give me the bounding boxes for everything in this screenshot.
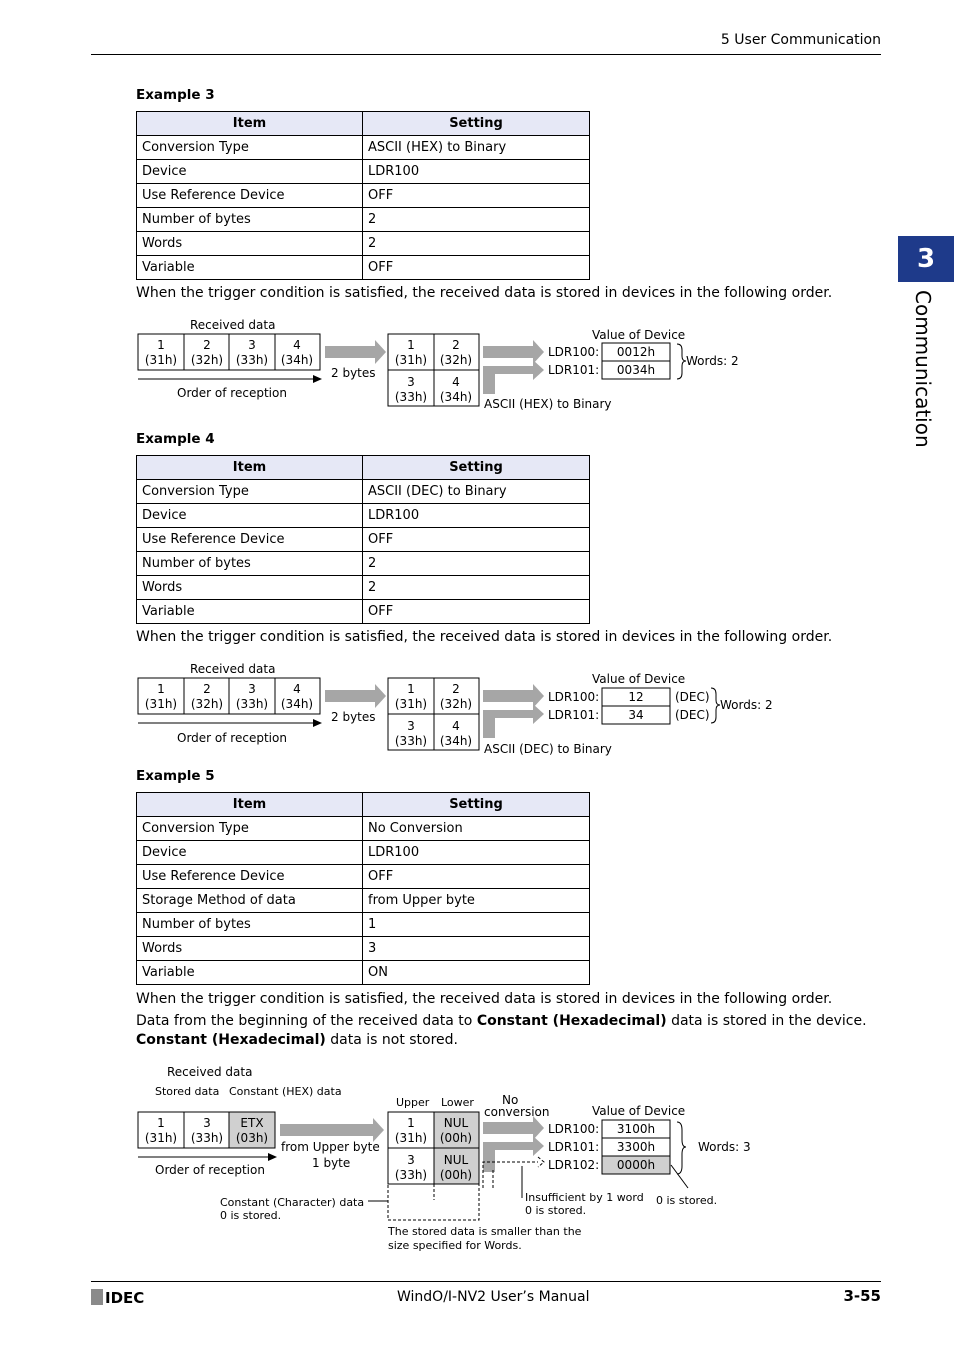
cell-value: 3 — [203, 1116, 211, 1130]
cell-setting: ON — [363, 961, 590, 985]
cell-hex: (33h) — [235, 697, 269, 711]
store-arrow-1 — [483, 684, 544, 708]
cell-value: 4 — [452, 375, 460, 389]
cell-hex: (31h) — [394, 353, 428, 367]
no-conversion-label-2: conversion — [484, 1105, 550, 1119]
method-label-2: 1 byte — [312, 1156, 351, 1170]
header-item: Item — [137, 456, 363, 480]
header-rule — [91, 54, 881, 55]
example-4-title: Example 4 — [136, 431, 215, 447]
cell-value: 4 — [293, 682, 301, 696]
cell-setting: ASCII (HEX) to Binary — [363, 136, 590, 160]
logo-mark-icon — [91, 1289, 103, 1305]
cell-setting: from Upper byte — [363, 889, 590, 913]
cell-value: 4 — [293, 338, 301, 352]
chapter-title-vertical — [905, 290, 945, 448]
cell-setting: 2 — [363, 552, 590, 576]
device-suffix: (DEC) — [675, 708, 710, 722]
running-header: 5 User Communication — [720, 32, 881, 48]
cell-hex: (33h) — [235, 353, 269, 367]
received-cells — [138, 334, 320, 370]
device-value: 12 — [628, 690, 644, 704]
cell-setting: 3 — [363, 937, 590, 961]
lower-label: Lower — [441, 1096, 474, 1109]
store-arrow-1 — [483, 1116, 544, 1140]
store-arrow-2 — [483, 704, 544, 738]
const-char-label: Constant (Character) data — [220, 1196, 365, 1209]
cell-hex: (33h) — [190, 1131, 224, 1145]
cell-hex: (32h) — [439, 697, 473, 711]
note-bold: Constant (Hexadecimal) — [476, 1013, 667, 1029]
device-value: 0012h — [616, 345, 656, 359]
example-3-description: When the trigger condition is satisfied, the received data is stored in devices in the following order. — [136, 285, 833, 301]
cell-value: 1 — [407, 682, 415, 696]
store-arrow-2 — [483, 360, 544, 394]
table-row — [137, 600, 590, 624]
cell-value: 2 — [452, 338, 460, 352]
value-of-device-label: Value of Device — [592, 1104, 686, 1118]
table-row — [137, 817, 590, 841]
manual-title: WindO/I-NV2 User’s Manual — [397, 1289, 590, 1305]
cell-item: Use Reference Device — [137, 528, 363, 552]
cell-hex: (34h) — [280, 353, 314, 367]
table-row — [137, 841, 590, 865]
cell-value: 4 — [452, 719, 460, 733]
cell-setting: LDR100 — [363, 504, 590, 528]
cell-value: 3 — [407, 719, 415, 733]
table-row — [137, 256, 590, 280]
cell-value: 3 — [407, 1153, 415, 1167]
table-row — [137, 480, 590, 504]
cell-item: Device — [137, 160, 363, 184]
table-row — [137, 528, 590, 552]
example-5-note — [136, 1012, 881, 1050]
cell-hex: (34h) — [439, 734, 473, 748]
device-name: LDR101: — [548, 708, 600, 722]
example-5-title: Example 5 — [136, 768, 215, 784]
received-data-label: Received data — [190, 318, 276, 332]
order-arrow-head — [313, 375, 322, 383]
cell-value: 2 — [203, 682, 211, 696]
cell-item: Number of bytes — [137, 913, 363, 937]
received-data-label: Received data — [190, 662, 276, 676]
order-arrow-head — [268, 1153, 277, 1161]
conversion-label: ASCII (HEX) to Binary — [484, 397, 612, 411]
example-4-settings-table — [136, 455, 590, 624]
cell-hex: (31h) — [144, 1131, 178, 1145]
cell-value: 3 — [248, 338, 256, 352]
table-row — [137, 208, 590, 232]
table-row — [137, 576, 590, 600]
insufficient-label-2: 0 is stored. — [525, 1204, 587, 1217]
device-value: 3300h — [616, 1140, 656, 1154]
order-label: Order of reception — [155, 1163, 265, 1177]
chapter-tab: 3 — [898, 236, 954, 282]
bytes-label: 2 bytes — [331, 710, 376, 724]
example-4-description: When the trigger condition is satisfied, the received data is stored in devices in the following order. — [136, 629, 833, 645]
bytes-label: 2 bytes — [331, 366, 376, 380]
grouped-cells — [388, 1112, 479, 1184]
words-label: Words: 3 — [698, 1140, 751, 1154]
device-name: LDR100: — [548, 1122, 600, 1136]
cell-hex: (31h) — [144, 353, 178, 367]
cell-setting: 2 — [363, 576, 590, 600]
cell-setting: OFF — [363, 256, 590, 280]
method-arrow — [280, 1118, 384, 1142]
note-bold: Constant (Hexadecimal) — [136, 1032, 326, 1048]
cell-value: 1 — [157, 682, 165, 696]
device-value: 0034h — [616, 363, 656, 377]
table-header-row — [137, 793, 590, 817]
upper-label: Upper — [396, 1096, 430, 1109]
cell-hex: (32h) — [439, 353, 473, 367]
received-cells — [138, 678, 320, 714]
cell-value: 1 — [157, 1116, 165, 1130]
cell-value: 2 — [452, 682, 460, 696]
device-value: 34 — [628, 708, 644, 722]
device-name: LDR101: — [548, 363, 600, 377]
words-brace — [711, 688, 720, 723]
grouped-cells — [388, 678, 479, 750]
note-text: data is not stored. — [325, 1032, 459, 1048]
cell-setting: 1 — [363, 913, 590, 937]
cell-setting: LDR100 — [363, 841, 590, 865]
cell-value: 2 — [203, 338, 211, 352]
cell-item: Words — [137, 576, 363, 600]
table-header-row — [137, 456, 590, 480]
table-row — [137, 889, 590, 913]
example-5-diagram — [130, 1058, 770, 1258]
cell-hex: (33h) — [394, 734, 428, 748]
cell-setting: OFF — [363, 600, 590, 624]
store-arrow-3-dashed — [483, 1157, 544, 1188]
device-name: LDR100: — [548, 345, 600, 359]
footer-rule — [91, 1281, 881, 1282]
cell-item: Number of bytes — [137, 552, 363, 576]
bytes-arrow — [325, 340, 386, 364]
cell-item: Number of bytes — [137, 208, 363, 232]
cell-value: NUL — [443, 1116, 469, 1130]
table-row — [137, 232, 590, 256]
stored-data-label: Stored data — [155, 1085, 220, 1098]
words-label: Words: 2 — [720, 698, 773, 712]
cell-hex: (34h) — [439, 390, 473, 404]
zero-stored-label: 0 is stored. — [656, 1194, 718, 1207]
example-4-diagram — [130, 656, 780, 764]
value-of-device-label: Value of Device — [592, 672, 686, 686]
grouped-cells — [388, 334, 479, 406]
cell-value: 1 — [407, 338, 415, 352]
page-number: 3-55 — [843, 1287, 881, 1305]
note-text: data is stored in the device. — [666, 1013, 867, 1029]
table-row — [137, 865, 590, 889]
cell-value: 1 — [407, 1116, 415, 1130]
cell-hex: (32h) — [190, 353, 224, 367]
cell-hex: (00h) — [439, 1168, 473, 1182]
cell-item: Variable — [137, 256, 363, 280]
note-text: Data from the beginning of the received data to — [136, 1013, 477, 1029]
cell-value: 1 — [157, 338, 165, 352]
bytes-arrow — [325, 684, 386, 708]
cell-hex: (00h) — [439, 1131, 473, 1145]
header-setting: Setting — [363, 793, 590, 817]
header-item: Item — [137, 793, 363, 817]
cell-item: Variable — [137, 600, 363, 624]
device-name: LDR102: — [548, 1158, 600, 1172]
cell-hex: (31h) — [394, 697, 428, 711]
store-arrow-1 — [483, 340, 544, 364]
cell-item: Words — [137, 937, 363, 961]
cell-hex: (31h) — [394, 1131, 428, 1145]
cell-value: ETX — [240, 1116, 264, 1130]
cell-hex: (33h) — [394, 390, 428, 404]
cell-setting: 2 — [363, 232, 590, 256]
logo-text: IDEC — [105, 1289, 145, 1307]
example-3-diagram — [130, 312, 770, 420]
example-5-settings-table — [136, 792, 590, 985]
cell-hex: (33h) — [394, 1168, 428, 1182]
smaller-data-label: The stored data is smaller than the — [388, 1225, 582, 1238]
table-row — [137, 913, 590, 937]
cell-item: Conversion Type — [137, 136, 363, 160]
cell-setting: OFF — [363, 528, 590, 552]
device-name: LDR100: — [548, 690, 600, 704]
store-arrow-2 — [483, 1136, 544, 1172]
cell-item: Words — [137, 232, 363, 256]
received-data-label: Received data — [167, 1065, 253, 1079]
constant-hex-label: Constant (HEX) data — [229, 1085, 342, 1098]
cell-hex: (32h) — [190, 697, 224, 711]
cell-item: Conversion Type — [137, 480, 363, 504]
value-of-device-label: Value of Device — [592, 328, 686, 342]
device-suffix: (DEC) — [675, 690, 710, 704]
no-conversion-label: No — [502, 1093, 519, 1107]
table-row — [137, 184, 590, 208]
cell-setting: ASCII (DEC) to Binary — [363, 480, 590, 504]
example-5-description: When the trigger condition is satisfied, the received data is stored in devices in the following order. — [136, 991, 833, 1007]
cell-value: 3 — [248, 682, 256, 696]
cell-setting: OFF — [363, 865, 590, 889]
words-brace — [677, 344, 686, 379]
const-char-label-2: 0 is stored. — [220, 1209, 282, 1222]
table-row — [137, 552, 590, 576]
example-3-title: Example 3 — [136, 87, 215, 103]
cell-setting: LDR100 — [363, 160, 590, 184]
cell-setting: No Conversion — [363, 817, 590, 841]
table-row — [137, 160, 590, 184]
cell-item: Device — [137, 504, 363, 528]
device-value: 0000h — [616, 1158, 656, 1172]
zero-stored-leader — [671, 1165, 688, 1188]
conversion-label: ASCII (DEC) to Binary — [484, 742, 612, 756]
cell-item: Storage Method of data — [137, 889, 363, 913]
table-row — [137, 504, 590, 528]
cell-item: Conversion Type — [137, 817, 363, 841]
order-label: Order of reception — [177, 386, 287, 400]
table-header-row — [137, 112, 590, 136]
chapter-title: Communication — [911, 290, 935, 448]
cell-hex: (34h) — [280, 697, 314, 711]
cell-value: NUL — [443, 1153, 469, 1167]
header-setting: Setting — [363, 456, 590, 480]
table-row — [137, 136, 590, 160]
cell-item: Use Reference Device — [137, 865, 363, 889]
idec-logo — [91, 1289, 144, 1307]
insufficient-label: Insufficient by 1 word — [525, 1191, 644, 1204]
smaller-data-label-2: size specified for Words. — [388, 1239, 522, 1252]
received-cells — [138, 1112, 275, 1148]
device-value: 3100h — [616, 1122, 656, 1136]
example-3-settings-table — [136, 111, 590, 280]
header-item: Item — [137, 112, 363, 136]
cell-value: 3 — [407, 375, 415, 389]
words-label: Words: 2 — [686, 354, 739, 368]
header-setting: Setting — [363, 112, 590, 136]
words-brace — [677, 1122, 686, 1174]
cell-item: Variable — [137, 961, 363, 985]
cell-hex: (31h) — [144, 697, 178, 711]
method-label: from Upper byte — [281, 1140, 380, 1154]
cell-setting: 2 — [363, 208, 590, 232]
order-label: Order of reception — [177, 731, 287, 745]
cell-hex: (03h) — [235, 1131, 269, 1145]
order-arrow-head — [313, 719, 322, 727]
cell-item: Device — [137, 841, 363, 865]
table-row — [137, 937, 590, 961]
cell-item: Use Reference Device — [137, 184, 363, 208]
table-row — [137, 961, 590, 985]
cell-setting: OFF — [363, 184, 590, 208]
device-name: LDR101: — [548, 1140, 600, 1154]
